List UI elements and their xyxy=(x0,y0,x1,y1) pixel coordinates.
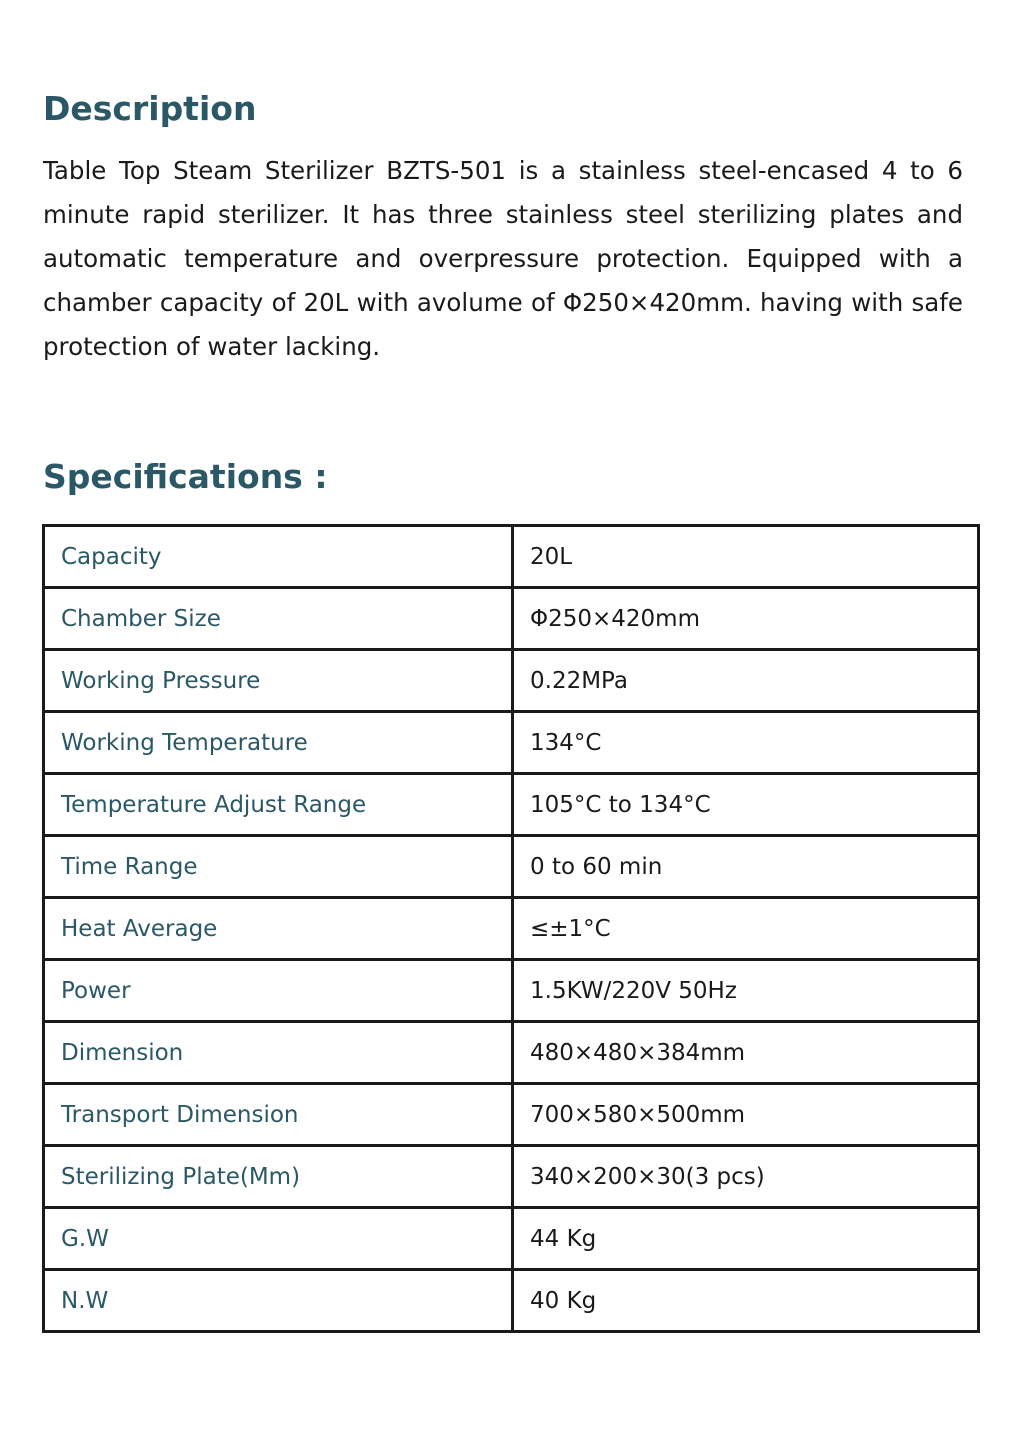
spec-label: Power xyxy=(44,960,513,1022)
spec-value: 700×580×500mm xyxy=(513,1084,979,1146)
spec-value: 480×480×384mm xyxy=(513,1022,979,1084)
spec-value: 1.5KW/220V 50Hz xyxy=(513,960,979,1022)
spec-value: 134°C xyxy=(513,712,979,774)
spec-label: Transport Dimension xyxy=(44,1084,513,1146)
table-row xyxy=(44,1084,979,1146)
spec-value: Φ250×420mm xyxy=(513,588,979,650)
description-heading: Description xyxy=(43,89,257,128)
spec-label: Working Pressure xyxy=(44,650,513,712)
spec-value: 0 to 60 min xyxy=(513,836,979,898)
spec-label: Capacity xyxy=(44,526,513,588)
table-row xyxy=(44,1022,979,1084)
spec-value: 44 Kg xyxy=(513,1208,979,1270)
table-row xyxy=(44,712,979,774)
spec-label: N.W xyxy=(44,1270,513,1332)
spec-label: Working Temperature xyxy=(44,712,513,774)
spec-value: 340×200×30(3 pcs) xyxy=(513,1146,979,1208)
spec-label: G.W xyxy=(44,1208,513,1270)
specifications-table xyxy=(42,524,980,1333)
spec-value: 0.22MPa xyxy=(513,650,979,712)
spec-label: Temperature Adjust Range xyxy=(44,774,513,836)
table-row xyxy=(44,588,979,650)
table-row xyxy=(44,836,979,898)
spec-value: 40 Kg xyxy=(513,1270,979,1332)
table-row xyxy=(44,774,979,836)
spec-label: Sterilizing Plate(Mm) xyxy=(44,1146,513,1208)
table-row xyxy=(44,1208,979,1270)
table-row xyxy=(44,650,979,712)
spec-value: 20L xyxy=(513,526,979,588)
table-row xyxy=(44,1146,979,1208)
specifications-heading: Specifications : xyxy=(43,457,328,496)
table-row xyxy=(44,898,979,960)
table-row xyxy=(44,960,979,1022)
spec-label: Heat Average xyxy=(44,898,513,960)
table-row xyxy=(44,1270,979,1332)
spec-value: 105°C to 134°C xyxy=(513,774,979,836)
description-text: Table Top Steam Sterilizer BZTS-501 is a stainless steel-encased 4 to 6 minute rapid sterilizer. It has three stainless steel sterilizing plates and automatic temperature and overpressure protection. Equipped with a chamber capacity of 20L with avolume of Φ250×420mm. having with safe protection of water lacking. xyxy=(43,156,963,361)
spec-value: ≤±1°C xyxy=(513,898,979,960)
table-row xyxy=(44,526,979,588)
spec-label: Time Range xyxy=(44,836,513,898)
spec-label: Dimension xyxy=(44,1022,513,1084)
spec-label: Chamber Size xyxy=(44,588,513,650)
